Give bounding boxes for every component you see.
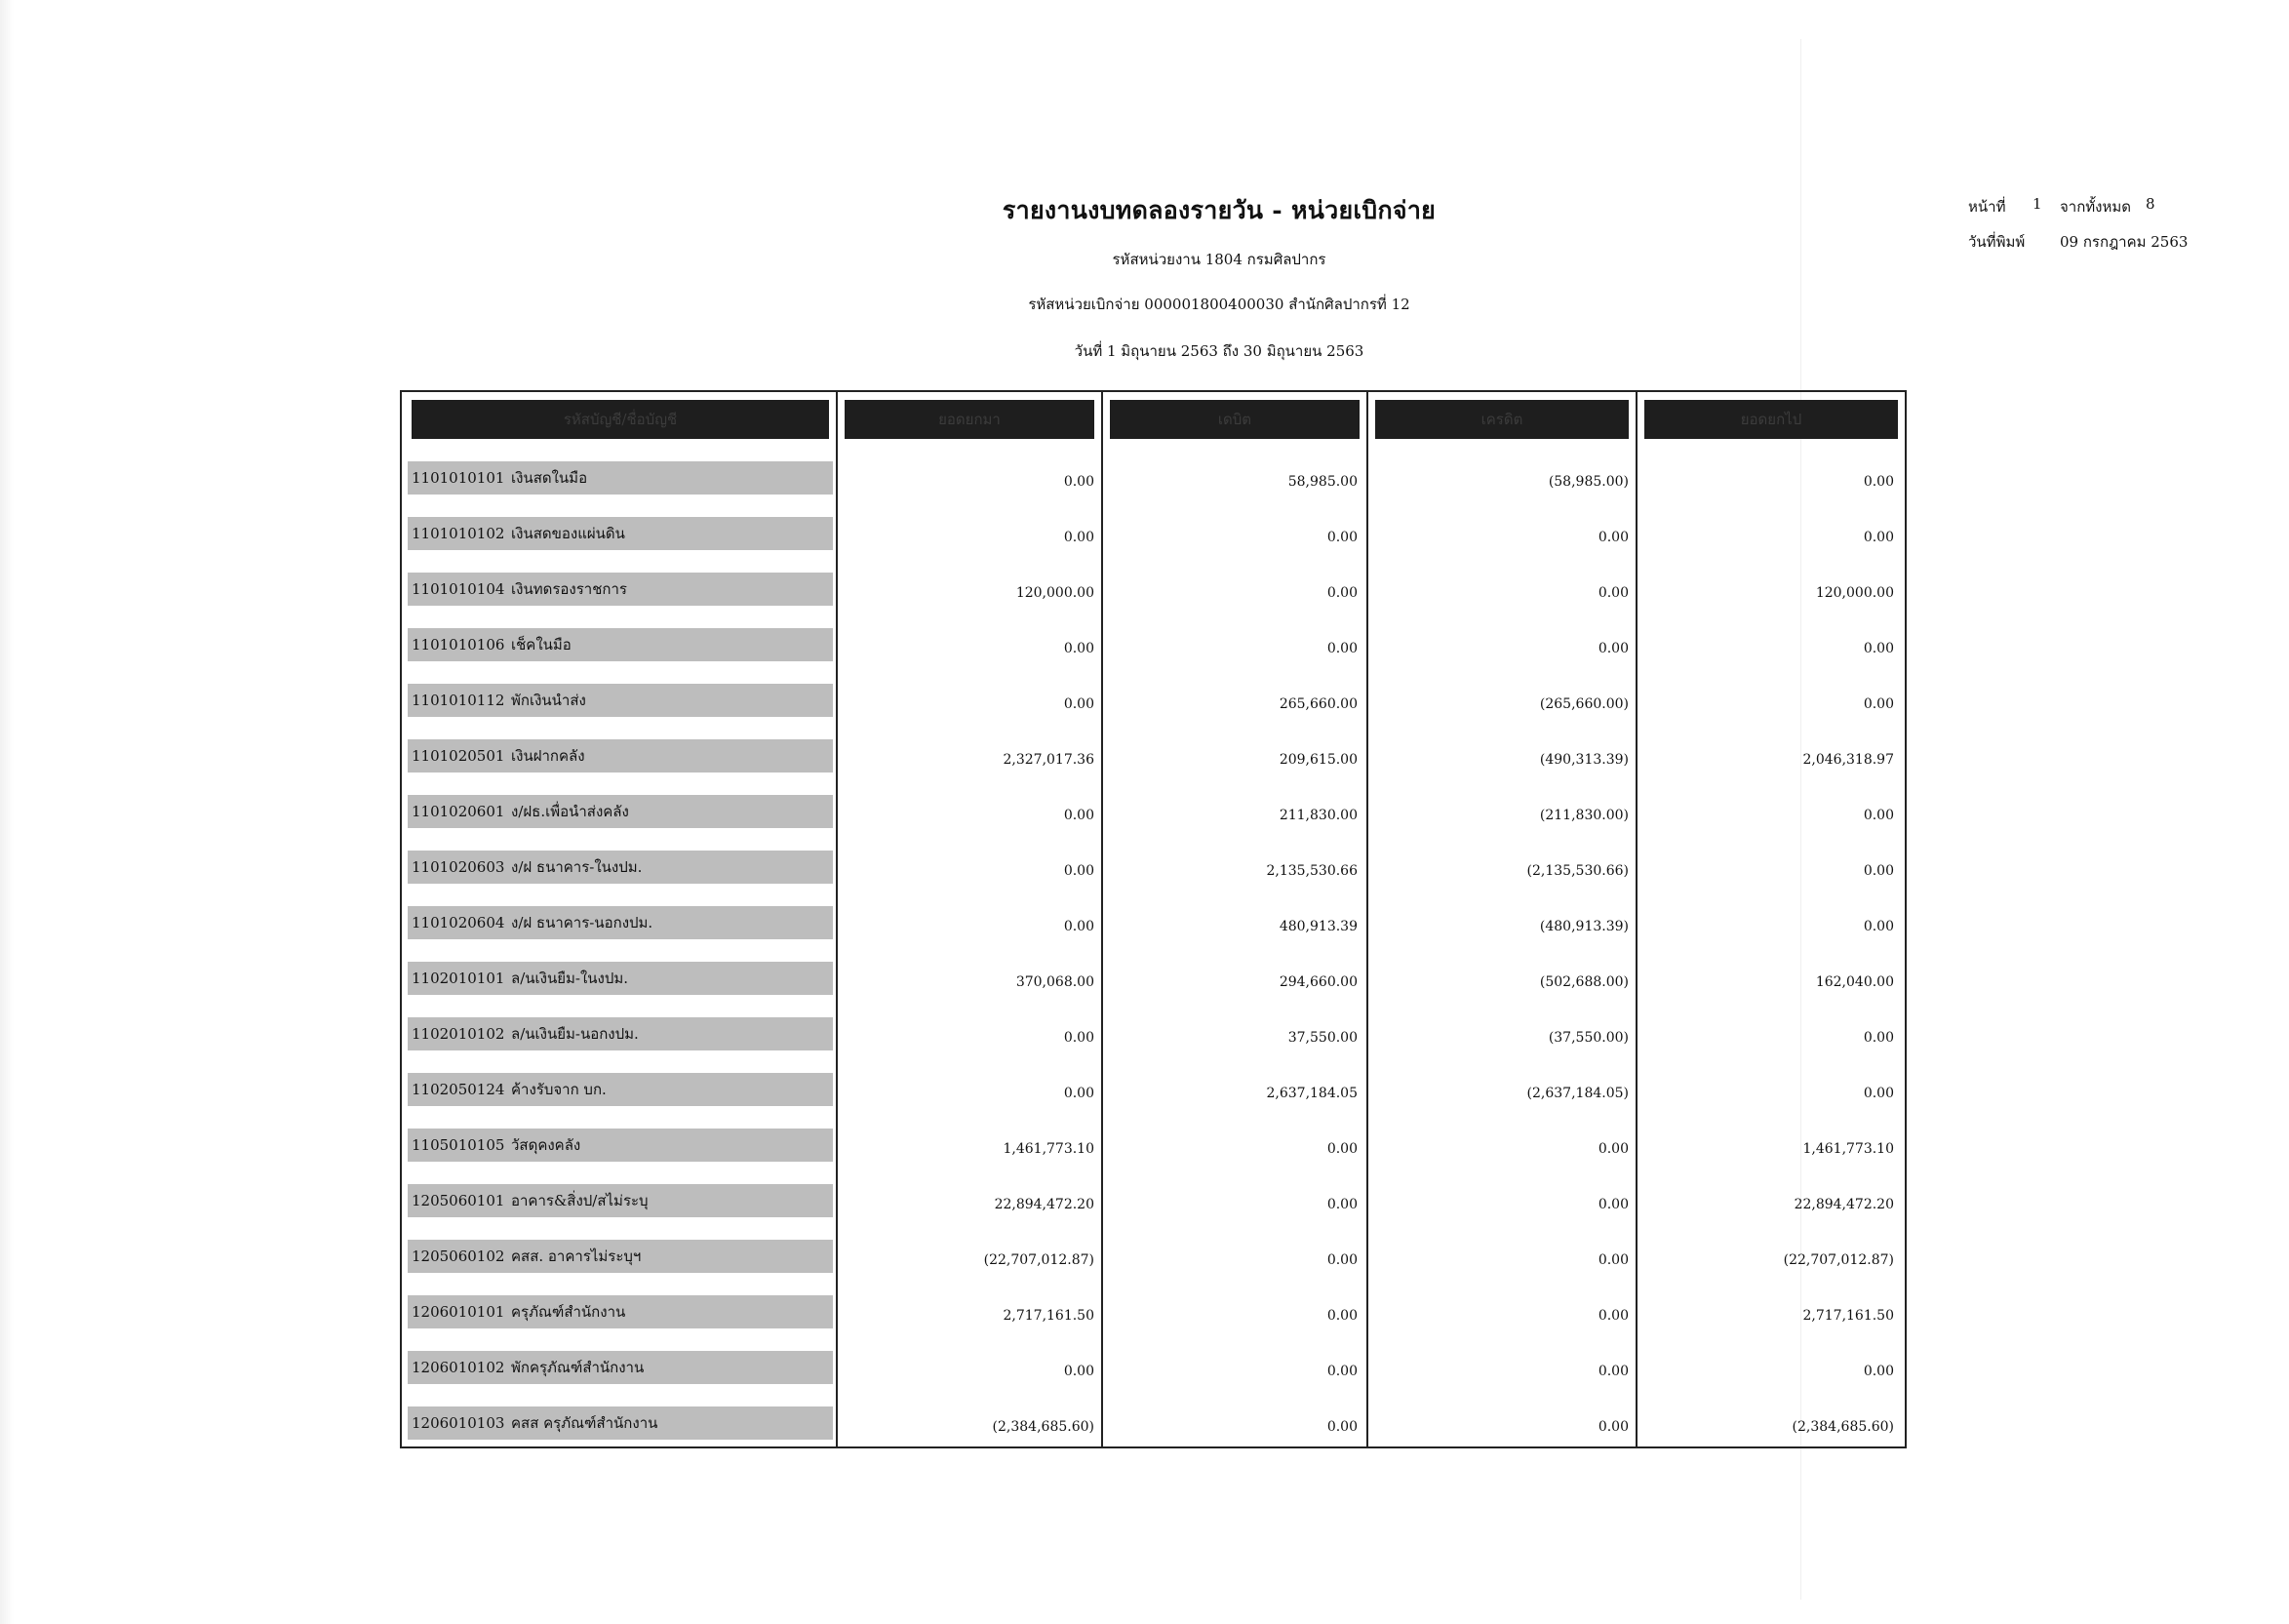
column-divider: [836, 390, 838, 1448]
account-code: 1101020604: [412, 914, 505, 931]
table-row: [408, 628, 833, 661]
account-code: 1205060101: [412, 1192, 505, 1209]
opening-balance-cell: 22,894,472.20: [994, 1197, 1094, 1212]
opening-balance-cell: 1,461,773.10: [1003, 1141, 1094, 1157]
closing-balance-cell: 0.00: [1863, 696, 1894, 712]
opening-balance-cell: 0.00: [1063, 1364, 1094, 1379]
account-name: ครุภัณฑ์สำนักงาน: [511, 1303, 626, 1321]
credit-cell: (502,688.00): [1539, 974, 1629, 990]
credit-cell: 0.00: [1598, 1252, 1629, 1268]
credit-cell: (58,985.00): [1548, 474, 1629, 490]
account-code: 1206010102: [412, 1359, 505, 1376]
account-name: ล/นเงินยืม-ในงปม.: [511, 970, 629, 987]
disbursing-unit-line: รหัสหน่วยเบิกจ่าย 000001800400030 สำนักศิลปากรที่ 12: [1028, 296, 1410, 313]
table-row: [408, 1406, 833, 1440]
account-name: ค้างรับจาก บก.: [511, 1081, 607, 1098]
account-code: 1101010101: [412, 469, 505, 487]
closing-balance-cell: 0.00: [1863, 1030, 1894, 1046]
debit-cell: 37,550.00: [1287, 1030, 1358, 1046]
closing-balance-cell: 0.00: [1863, 474, 1894, 490]
debit-cell: 0.00: [1326, 1197, 1358, 1212]
credit-cell: 0.00: [1598, 1141, 1629, 1157]
account-code: 1101020501: [412, 747, 505, 765]
column-divider: [1101, 390, 1103, 1448]
closing-balance-cell: 0.00: [1863, 530, 1894, 545]
closing-balance-cell: (22,707,012.87): [1783, 1252, 1894, 1268]
account-name: อาคาร&สิ่งป/สไม่ระบุ: [511, 1192, 649, 1209]
closing-balance-cell: 120,000.00: [1815, 585, 1894, 601]
account-code: 1206010103: [412, 1414, 505, 1432]
report-title: รายงานงบทดลองรายวัน - หน่วยเบิกจ่าย: [1002, 196, 1437, 224]
credit-cell: 0.00: [1598, 1308, 1629, 1324]
credit-cell: (2,135,530.66): [1526, 863, 1629, 879]
agency-line: รหัสหน่วยงาน 1804 กรมศิลปากร: [1112, 251, 1326, 268]
credit-cell: (211,830.00): [1539, 808, 1629, 823]
table-row: [408, 1073, 833, 1106]
closing-balance-cell: 1,461,773.10: [1802, 1141, 1894, 1157]
table-row: [408, 962, 833, 995]
opening-balance-cell: 0.00: [1063, 808, 1094, 823]
account-name: ง/ฝ ธนาคาร-ในงปม.: [511, 858, 643, 876]
table-row: [408, 1295, 833, 1328]
table-row: [408, 517, 833, 550]
table-row: [408, 795, 833, 828]
page-label: หน้าที่: [1968, 198, 2006, 216]
debit-cell: 0.00: [1326, 585, 1358, 601]
opening-balance-cell: (22,707,012.87): [983, 1252, 1094, 1268]
debit-cell: 0.00: [1326, 1364, 1358, 1379]
table-row: [408, 461, 833, 495]
credit-cell: 0.00: [1598, 641, 1629, 656]
credit-cell: 0.00: [1598, 1419, 1629, 1435]
opening-balance-cell: 2,327,017.36: [1003, 752, 1094, 768]
account-name: คสส ครุภัณฑ์สำนักงาน: [511, 1414, 658, 1432]
account-code: 1102010101: [412, 970, 505, 987]
closing-balance-cell: 0.00: [1863, 863, 1894, 879]
closing-balance-cell: 0.00: [1863, 919, 1894, 934]
account-name: เงินฝากคลัง: [511, 747, 585, 765]
debit-cell: 0.00: [1326, 1141, 1358, 1157]
table-row: [408, 1240, 833, 1273]
column-divider: [1636, 390, 1638, 1448]
opening-balance-cell: 0.00: [1063, 863, 1094, 879]
opening-balance-cell: 2,717,161.50: [1003, 1308, 1094, 1324]
closing-balance-cell: 0.00: [1863, 1364, 1894, 1379]
account-name: ง/ฝ ธนาคาร-นอกงปม.: [511, 914, 653, 931]
account-code: 1205060102: [412, 1248, 505, 1265]
closing-balance-cell: 2,717,161.50: [1802, 1308, 1894, 1324]
print-date-label: วันที่พิมพ์: [1968, 233, 2026, 251]
opening-balance-cell: 0.00: [1063, 1086, 1094, 1101]
table-row: [408, 906, 833, 939]
table-row: [408, 739, 833, 772]
table-row: [408, 851, 833, 884]
total-label: จากทั้งหมด: [2060, 198, 2132, 216]
table-row: [408, 1129, 833, 1162]
account-name: เช็คในมือ: [511, 636, 572, 654]
account-code: 1102010102: [412, 1025, 505, 1043]
opening-balance-cell: 0.00: [1063, 1030, 1094, 1046]
credit-cell: (265,660.00): [1539, 696, 1629, 712]
account-code: 1101010106: [412, 636, 505, 654]
account-name: วัสดุคงคลัง: [511, 1136, 581, 1154]
debit-cell: 211,830.00: [1279, 808, 1358, 823]
header-account: รหัสบัญชี/ชื่อบัญชี: [412, 400, 829, 439]
account-code: 1101020601: [412, 803, 505, 820]
report-header: [878, 191, 1560, 363]
account-code: 1101010112: [412, 692, 505, 709]
page-number: 1: [2032, 195, 2042, 213]
credit-cell: 0.00: [1598, 1364, 1629, 1379]
account-code: 1206010101: [412, 1303, 505, 1321]
credit-cell: 0.00: [1598, 1197, 1629, 1212]
credit-cell: (2,637,184.05): [1526, 1086, 1629, 1101]
account-code: 1102050124: [412, 1081, 505, 1098]
closing-balance-cell: 22,894,472.20: [1794, 1197, 1894, 1212]
table-row: [408, 1017, 833, 1050]
debit-cell: 0.00: [1326, 1308, 1358, 1324]
table-row: [408, 684, 833, 717]
debit-cell: 0.00: [1326, 1252, 1358, 1268]
debit-cell: 2,637,184.05: [1266, 1086, 1358, 1101]
debit-cell: 209,615.00: [1279, 752, 1358, 768]
account-code: 1101010102: [412, 525, 505, 542]
debit-cell: 265,660.00: [1279, 696, 1358, 712]
closing-balance-cell: 0.00: [1863, 1086, 1894, 1101]
debit-cell: 0.00: [1326, 641, 1358, 656]
debit-cell: 294,660.00: [1279, 974, 1358, 990]
closing-balance-cell: 162,040.00: [1815, 974, 1894, 990]
table-row: [408, 1351, 833, 1384]
credit-cell: (37,550.00): [1548, 1030, 1629, 1046]
print-date: 09 กรกฎาคม 2563: [2060, 233, 2189, 251]
credit-cell: (490,313.39): [1539, 752, 1629, 768]
opening-balance-cell: 120,000.00: [1015, 585, 1094, 601]
account-name: เงินสดในมือ: [511, 469, 588, 487]
account-name: คสส. อาคารไม่ระบุฯ: [511, 1248, 642, 1265]
header-closing-balance: ยอดยกไป: [1644, 400, 1898, 439]
header-credit: เครดิต: [1375, 400, 1629, 439]
account-code: 1105010105: [412, 1136, 505, 1154]
account-name: พักเงินนำส่ง: [511, 692, 586, 709]
opening-balance-cell: 0.00: [1063, 919, 1094, 934]
credit-cell: 0.00: [1598, 585, 1629, 601]
total-pages: 8: [2146, 195, 2155, 213]
debit-cell: 0.00: [1326, 530, 1358, 545]
table-row: [408, 1184, 833, 1217]
header-opening-balance: ยอดยกมา: [845, 400, 1094, 439]
debit-cell: 0.00: [1326, 1419, 1358, 1435]
account-name: ล/นเงินยืม-นอกงปม.: [511, 1025, 639, 1043]
header-debit: เดบิต: [1110, 400, 1360, 439]
period-line: วันที่ 1 มิถุนายน 2563 ถึง 30 มิถุนายน 2563: [1074, 342, 1364, 360]
closing-balance-cell: 0.00: [1863, 641, 1894, 656]
table-row: [408, 573, 833, 606]
closing-balance-cell: 2,046,318.97: [1802, 752, 1894, 768]
account-name: ง/ฝธ.เพื่อนำส่งคลัง: [511, 803, 629, 820]
account-name: พักครุภัณฑ์สำนักงาน: [511, 1359, 645, 1376]
account-name: เงินทดรองราชการ: [511, 580, 627, 598]
opening-balance-cell: 0.00: [1063, 641, 1094, 656]
debit-cell: 58,985.00: [1287, 474, 1358, 490]
opening-balance-cell: 0.00: [1063, 696, 1094, 712]
opening-balance-cell: 0.00: [1063, 474, 1094, 490]
account-code: 1101020603: [412, 858, 505, 876]
account-name: เงินสดของแผ่นดิน: [511, 525, 625, 542]
closing-balance-cell: (2,384,685.60): [1792, 1419, 1894, 1435]
opening-balance-cell: 0.00: [1063, 530, 1094, 545]
credit-cell: 0.00: [1598, 530, 1629, 545]
debit-cell: 480,913.39: [1279, 919, 1358, 934]
opening-balance-cell: 370,068.00: [1015, 974, 1094, 990]
opening-balance-cell: (2,384,685.60): [992, 1419, 1094, 1435]
scan-edge-shadow: [0, 0, 14, 1624]
page-meta: [1968, 195, 2188, 265]
closing-balance-cell: 0.00: [1863, 808, 1894, 823]
column-divider: [1366, 390, 1368, 1448]
account-code: 1101010104: [412, 580, 505, 598]
debit-cell: 2,135,530.66: [1266, 863, 1358, 879]
credit-cell: (480,913.39): [1539, 919, 1629, 934]
